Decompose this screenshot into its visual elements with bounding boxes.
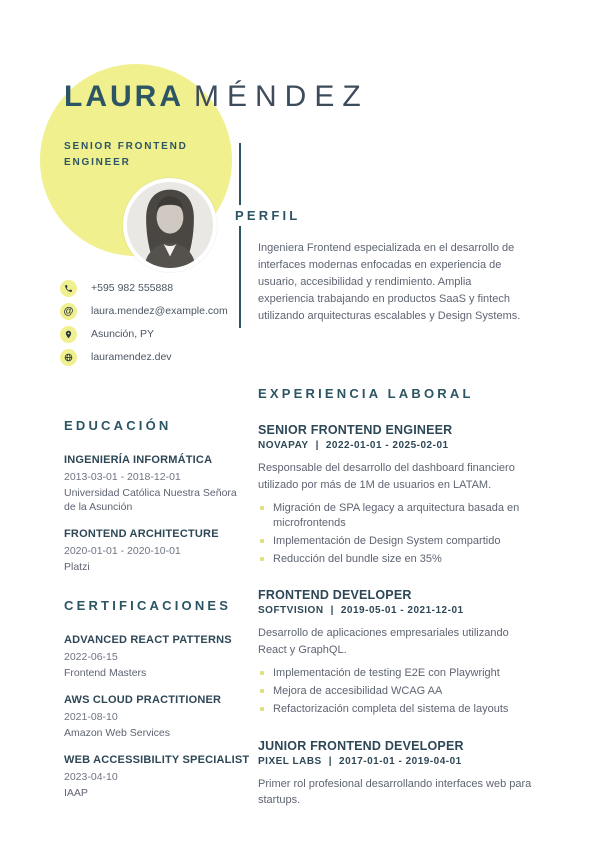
contact-email-label: laura.mendez@example.com	[91, 305, 228, 317]
section-heading-experiencia: EXPERIENCIA LABORAL	[258, 386, 474, 401]
section-heading-certificaciones: CERTIFICACIONES	[64, 598, 232, 614]
job-period: 2017-01-01 - 2019-04-01	[339, 755, 462, 767]
meta-separator: |	[330, 605, 334, 617]
job-entry	[258, 588, 532, 717]
bullet-dot-icon	[260, 689, 264, 693]
job-title: JUNIOR FRONTEND DEVELOPER	[258, 738, 464, 753]
section-heading-educacion: EDUCACIÓN	[64, 418, 172, 433]
bullet-text: Migración de SPA legacy a arquitectura basada en microfrontends	[273, 502, 520, 529]
job-entry	[258, 423, 532, 566]
job-meta	[258, 605, 532, 616]
contact-item-email	[60, 303, 228, 319]
job-bullet	[258, 666, 532, 681]
job-title-subtitle: SENIOR FRONTEND ENGINEER	[64, 141, 188, 168]
job-company: NOVAPAY	[258, 440, 309, 451]
avatar	[123, 178, 217, 272]
bullet-text: Mejora de accesibilidad WCAG AA	[273, 685, 443, 698]
education-institution: Universidad Católica Nuestra Señora de la Asunción	[64, 486, 237, 514]
vertical-divider	[239, 143, 241, 328]
job-meta	[258, 440, 532, 451]
bullet-text: Implementación de Design System compartido	[273, 534, 501, 547]
contact-item-phone	[60, 280, 228, 296]
certification-entry	[64, 633, 250, 680]
meta-separator: |	[328, 755, 333, 767]
job-title: FRONTEND DEVELOPER	[258, 588, 412, 603]
bullet-dot-icon	[260, 506, 264, 510]
education-entry	[64, 453, 250, 514]
job-entry	[258, 739, 532, 809]
left-column	[64, 418, 250, 813]
bullet-text: Reducción del bundle size en 35%	[273, 552, 442, 565]
bullet-text: Refactorización completa del sistema de layouts	[273, 703, 509, 716]
certification-issuer: Amazon Web Services	[64, 727, 171, 740]
job-company: PIXEL LABS	[258, 755, 322, 767]
certification-date: 2021-08-10	[64, 711, 118, 724]
job-bullet	[258, 552, 532, 567]
bullet-dot-icon	[260, 539, 264, 543]
job-period: 2022-01-01 - 2025-02-01	[325, 440, 449, 451]
job-description: Responsable del desarrollo del dashboard financiero utilizado por más de 1M de usuarios en LATAM.	[258, 462, 515, 491]
avatar-photo-placeholder	[127, 182, 213, 268]
certification-entry	[64, 753, 250, 800]
job-bullet	[258, 534, 532, 549]
certification-date: 2022-06-15	[64, 651, 118, 664]
job-description: Primer rol profesional desarrollando interfaces web para startups.	[258, 777, 532, 807]
education-period: 2020-01-01 - 2020-10-01	[64, 545, 181, 558]
location-icon	[60, 326, 77, 343]
job-bullet-list	[258, 501, 532, 566]
education-institution: Platzi	[64, 561, 90, 574]
bullet-dot-icon	[260, 707, 264, 711]
bullet-dot-icon	[260, 671, 264, 675]
job-period: 2019-05-01 - 2021-12-01	[340, 605, 464, 617]
contact-website-label: lauramendez.dev	[91, 351, 172, 363]
contact-list	[60, 280, 228, 372]
first-name: LAURA	[64, 80, 184, 113]
job-title: SENIOR FRONTEND ENGINEER	[258, 423, 453, 437]
bullet-text: Implementación de testing E2E con Playwright	[273, 667, 500, 680]
page-title	[64, 80, 369, 114]
contact-item-website	[60, 349, 228, 365]
certification-date: 2023-04-10	[64, 771, 118, 784]
certification-title: AWS CLOUD PRACTITIONER	[64, 694, 222, 707]
job-bullet	[258, 684, 532, 699]
certification-title: WEB ACCESSIBILITY SPECIALIST	[64, 754, 250, 767]
job-meta	[258, 756, 532, 767]
right-column	[258, 386, 532, 831]
bullet-dot-icon	[260, 557, 264, 561]
last-name: MÉNDEZ	[194, 80, 369, 113]
contact-item-location	[60, 326, 228, 342]
job-company: SOFTVISION	[258, 605, 324, 617]
certification-issuer: Frontend Masters	[64, 667, 147, 680]
at-icon: @	[60, 303, 77, 320]
phone-icon	[60, 280, 77, 297]
education-title: INGENIERÍA INFORMÁTICA	[64, 454, 213, 466]
meta-separator: |	[315, 440, 319, 451]
certification-issuer: IAAP	[64, 787, 88, 800]
certification-entry	[64, 693, 250, 740]
job-bullet	[258, 501, 532, 531]
profile-text: Ingeniera Frontend especializada en el desarrollo de interfaces modernas enfocadas en experiencia de usuario, accesibilidad y rendimiento. Amplia experiencia trabajando en productos SaaS y fintech utilizando arquitecturas escalables y Design Systems.	[258, 242, 521, 323]
job-description: Desarrollo de aplicaciones empresariales utilizando React y GraphQL.	[258, 627, 509, 656]
job-bullet-list	[258, 666, 532, 717]
globe-icon	[60, 349, 77, 366]
contact-location-label: Asunción, PY	[91, 328, 155, 340]
certification-title: ADVANCED REACT PATTERNS	[64, 634, 232, 647]
section-heading-perfil: PERFIL	[231, 205, 304, 226]
education-title: FRONTEND ARCHITECTURE	[64, 528, 219, 541]
job-bullet	[258, 702, 532, 717]
contact-phone-label: +595 982 555888	[91, 282, 174, 294]
education-period: 2013-03-01 - 2018-12-01	[64, 470, 181, 483]
education-entry	[64, 527, 250, 574]
